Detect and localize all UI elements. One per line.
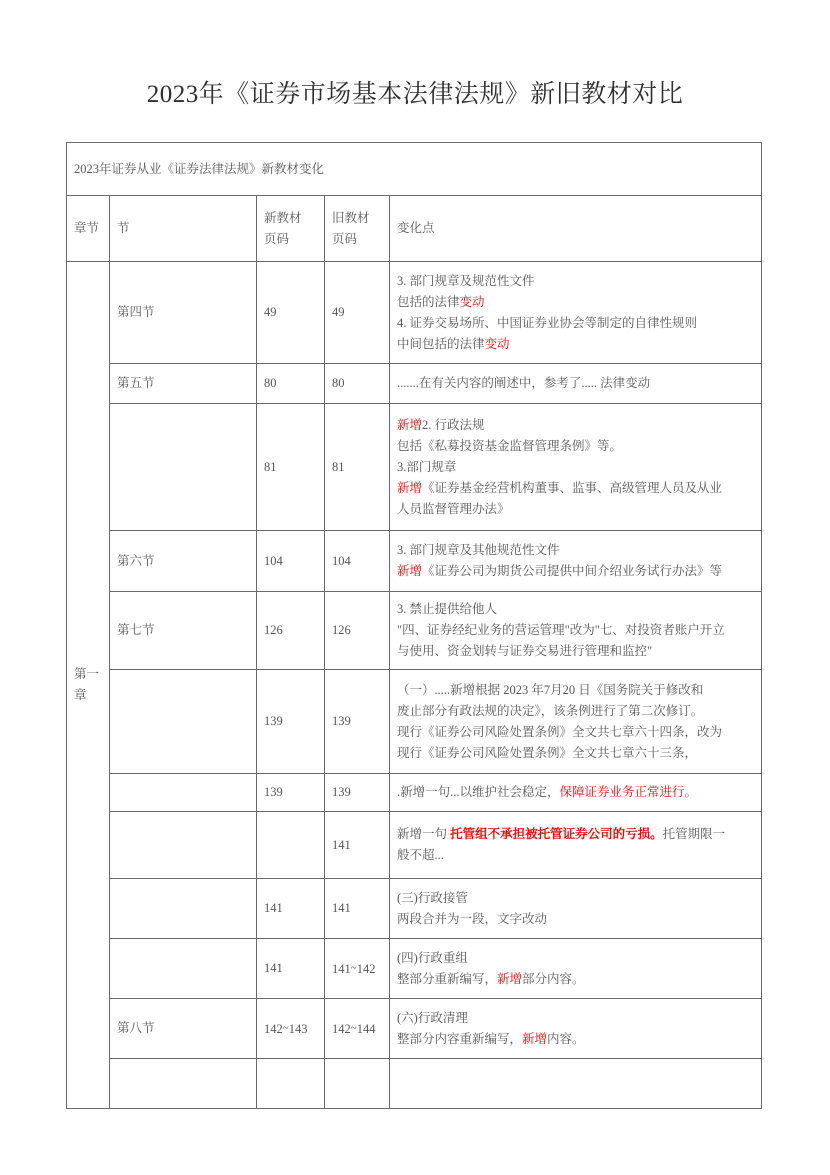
- section-cell: [110, 670, 257, 774]
- table-row: [67, 364, 762, 404]
- table-caption: 2023年证券从业《证券法律法规》新教材变化: [67, 143, 762, 196]
- old-page-cell: 142~144: [325, 999, 390, 1059]
- old-page-cell: [325, 1059, 390, 1109]
- table-body: [67, 143, 762, 1109]
- change-description-cell: (三)行政接管 两段合并为一段，文字改动: [390, 879, 762, 939]
- old-page-cell: 139: [325, 774, 390, 812]
- new-page-cell: 141: [257, 939, 325, 999]
- column-header-change: 变化点: [390, 196, 762, 262]
- old-page-cell: 49: [325, 262, 390, 364]
- section-cell: [110, 1059, 257, 1109]
- new-page-cell: 139: [257, 670, 325, 774]
- old-page-cell: 141~142: [325, 939, 390, 999]
- new-page-cell: 49: [257, 262, 325, 364]
- column-header-chapter: 章节: [67, 196, 110, 262]
- comparison-table: [66, 142, 762, 1109]
- table-row: [67, 939, 762, 999]
- section-cell: [110, 879, 257, 939]
- old-page-cell: 81: [325, 404, 390, 531]
- table-row: [67, 670, 762, 774]
- change-description-cell: 新增一句 托管组不承担被托管证券公司的亏损。托管期限一 般不超...: [390, 812, 762, 879]
- section-cell: [110, 774, 257, 812]
- new-page-cell: 139: [257, 774, 325, 812]
- new-page-cell: 80: [257, 364, 325, 404]
- table-row: [67, 879, 762, 939]
- chapter-cell: 第一 章: [67, 262, 110, 1109]
- change-description-cell: .......在有关内容的阐述中，参考了..... 法律变动: [390, 364, 762, 404]
- old-page-cell: 139: [325, 670, 390, 774]
- new-page-cell: 142~143: [257, 999, 325, 1059]
- old-page-cell: 141: [325, 879, 390, 939]
- change-description-cell: 3. 禁止提供给他人 "四、证券经纪业务的营运管理"改为"七、对投资者账户开立 与使用、资金划转与证券交易进行管理和监控": [390, 592, 762, 670]
- section-cell: 第五节: [110, 364, 257, 404]
- section-cell: 第六节: [110, 531, 257, 592]
- old-page-cell: 141: [325, 812, 390, 879]
- table-row: [67, 262, 762, 364]
- column-header-new-page: 新教材 页码: [257, 196, 325, 262]
- new-page-cell: 104: [257, 531, 325, 592]
- table-row: [67, 592, 762, 670]
- old-page-cell: 80: [325, 364, 390, 404]
- new-page-cell: 141: [257, 879, 325, 939]
- old-page-cell: 126: [325, 592, 390, 670]
- table-row: [67, 774, 762, 812]
- change-description-cell: 新增2. 行政法规 包括《私募投资基金监督管理条例》等。 3.部门规章 新增《证券基金经营机构董事、监事、高级管理人员及从业 人员监督管理办法》: [390, 404, 762, 531]
- column-header-old-page: 旧教材 页码: [325, 196, 390, 262]
- section-cell: [110, 939, 257, 999]
- change-description-cell: (六)行政清理 整部分内容重新编写，新增内容。: [390, 999, 762, 1059]
- change-description-cell: （一）.....新增根据 2023 年7月20 日《国务院关于修改和 废止部分有政法规的决定》，该条例进行了第二次修订。 现行《证券公司风险处置条例》全文共七章六十四条，改为 现行《证券公司风险处置条例》全文共七章六十三条，: [390, 670, 762, 774]
- new-page-cell: [257, 1059, 325, 1109]
- table-caption-row: [67, 143, 762, 196]
- comparison-table-container: [66, 142, 761, 1109]
- change-description-cell: .新增一句...以维护社会稳定，保障证券业务正常进行。: [390, 774, 762, 812]
- section-cell: 第四节: [110, 262, 257, 364]
- page-title: 2023年《证券市场基本法律法规》新旧教材对比: [146, 81, 684, 108]
- change-description-cell: (四)行政重组 整部分重新编写，新增部分内容。: [390, 939, 762, 999]
- change-description-cell: 3. 部门规章及其他规范性文件 新增《证券公司为期货公司提供中间介绍业务试行办法》等: [390, 531, 762, 592]
- table-row: [67, 999, 762, 1059]
- section-cell: 第七节: [110, 592, 257, 670]
- new-page-cell: 81: [257, 404, 325, 531]
- section-cell: [110, 812, 257, 879]
- table-row: [67, 404, 762, 531]
- change-description-cell: [390, 1059, 762, 1109]
- table-row: [67, 812, 762, 879]
- new-page-cell: 126: [257, 592, 325, 670]
- table-header-row: [67, 196, 762, 262]
- old-page-cell: 104: [325, 531, 390, 592]
- section-cell: [110, 404, 257, 531]
- table-row: [67, 1059, 762, 1109]
- section-cell: 第八节: [110, 999, 257, 1059]
- table-row: [67, 531, 762, 592]
- change-description-cell: 3. 部门规章及规范性文件 包括的法律变动 4. 证券交易场所、中国证券业协会等制定的自律性规则 中间包括的法律变动: [390, 262, 762, 364]
- column-header-section: 节: [110, 196, 257, 262]
- new-page-cell: [257, 812, 325, 879]
